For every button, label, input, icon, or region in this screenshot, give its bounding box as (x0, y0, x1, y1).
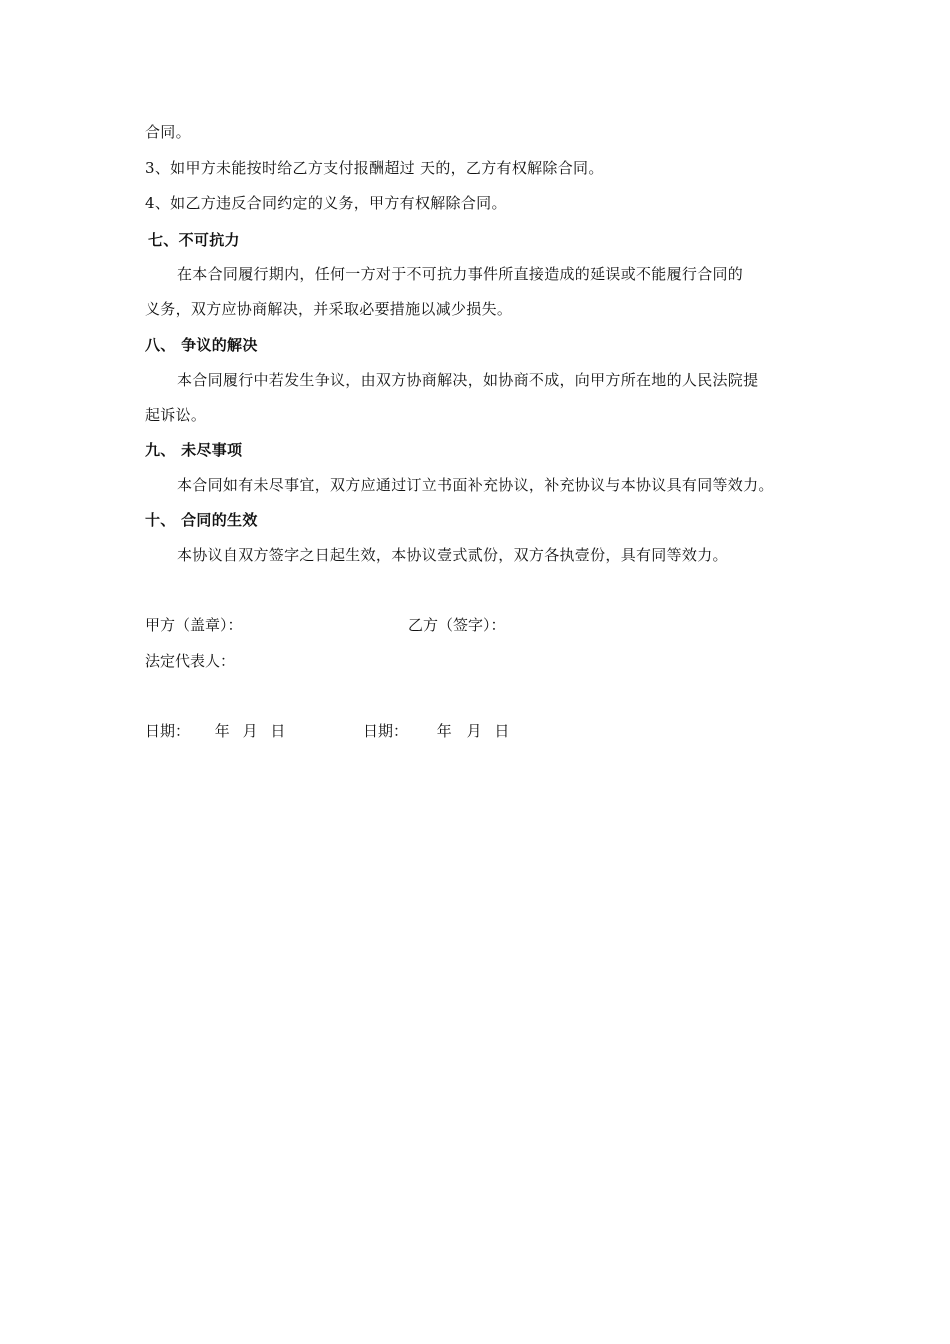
day-label: 日 (494, 722, 510, 740)
date-line-party-b (363, 721, 509, 741)
month-label: 月 (242, 722, 258, 740)
section-7-paragraph-line2: 义务，双方应协商解决，并采取必要措施以减少损失。 (145, 300, 513, 318)
clause-continuation: 合同。 (145, 123, 191, 141)
section-8-paragraph-line2: 起诉讼。 (145, 406, 207, 424)
section-9-paragraph: 本合同如有未尽事宜，双方应通过订立书面补充协议，补充协议与本协议具有同等效力。 (177, 476, 774, 494)
year-label: 年 (436, 722, 452, 740)
section-9-title: 九、 未尽事项 (145, 441, 243, 459)
section-7-paragraph-line1: 在本合同履行期内，任何一方对于不可抗力事件所直接造成的延误或不能履行合同的 (177, 265, 744, 283)
section-7-title: 七、不可抗力 (148, 231, 240, 249)
section-8-title: 八、 争议的解决 (145, 336, 258, 354)
section-10-title: 十、 合同的生效 (145, 511, 258, 529)
month-label: 月 (466, 722, 482, 740)
year-label: 年 (214, 722, 230, 740)
section-8-paragraph-line1: 本合同履行中若发生争议，由双方协商解决，如协商不成，向甲方所在地的人民法院提 (177, 371, 759, 389)
clause-3: 3、如甲方未能按时给乙方支付报酬超过 天的，乙方有权解除合同。 (145, 159, 604, 177)
party-a-seal-label: 甲方（盖章）： (145, 616, 243, 634)
date-label: 日期： (145, 722, 191, 740)
party-b-signature-label: 乙方（签字）： (408, 616, 506, 634)
legal-representative-label: 法定代表人： (145, 652, 236, 670)
date-label: 日期： (363, 722, 409, 740)
clause-4: 4、如乙方违反合同约定的义务，甲方有权解除合同。 (145, 194, 507, 212)
day-label: 日 (270, 722, 286, 740)
section-10-paragraph: 本协议自双方签字之日起生效，本协议壹式贰份，双方各执壹份，具有同等效力。 (177, 546, 728, 564)
date-line-party-a (145, 721, 285, 741)
